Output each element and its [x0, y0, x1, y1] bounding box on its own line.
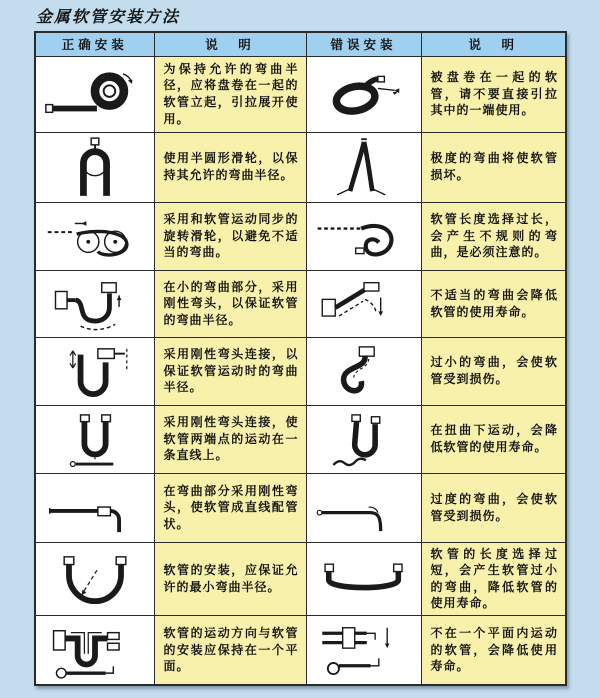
table-row [35, 270, 566, 337]
header-description-left: 说 明 [154, 32, 306, 56]
header-row [35, 32, 566, 56]
correct-image-cell [35, 405, 154, 473]
improper-bend-icon [313, 273, 415, 335]
wrong-description: 不适当的弯曲会降低软管的使用寿命。 [421, 270, 566, 337]
wrong-image-cell [306, 56, 421, 132]
same-plane-motion-icon [42, 618, 148, 682]
wrong-description: 过小的弯曲，会使软管受到损伤。 [421, 337, 566, 405]
table-row [35, 542, 566, 615]
correct-image-cell [35, 542, 154, 615]
too-small-bend-icon [313, 340, 415, 402]
irregular-loop-icon [313, 206, 415, 266]
straight-piping-elbow-icon [42, 477, 148, 539]
extreme-bend-hang-icon [313, 135, 415, 199]
header-description-right: 说 明 [421, 32, 566, 56]
wrong-description: 软管的长度选择过短，会产生软管过小的弯曲，降低软管的使用寿命。 [421, 542, 566, 615]
correct-image-cell [35, 56, 154, 132]
header-wrong-install: 错误安装 [306, 32, 421, 56]
table-row [35, 337, 566, 405]
standing-coil-hose-icon [42, 62, 148, 126]
wrong-description: 过度的弯曲，会使软管受到损伤。 [421, 473, 566, 542]
too-short-hose-icon [313, 548, 415, 610]
table-row [35, 56, 566, 132]
twisted-motion-icon [313, 408, 415, 470]
header-correct-install: 正确安装 [35, 32, 154, 56]
ends-in-straight-line-icon [42, 408, 148, 470]
wrong-image-cell [306, 132, 421, 202]
correct-description: 采用刚性弯头连接，使软管两端点的运动在一条直线上。 [154, 405, 306, 473]
table-row [35, 615, 566, 685]
correct-image-cell [35, 615, 154, 685]
correct-description: 软管的安装，应保证允许的最小弯曲半径。 [154, 542, 306, 615]
correct-description: 采用刚性弯头连接，以保证软管运动时的弯曲半径。 [154, 337, 306, 405]
wrong-image-cell [306, 202, 421, 270]
semicircular-pulley-icon [42, 135, 148, 199]
table-row [35, 473, 566, 542]
out-of-plane-motion-icon [313, 618, 415, 682]
correct-description: 为保持允许的弯曲半径，应将盘卷在一起的软管立起，引拉展开使用。 [154, 56, 306, 132]
wrong-description: 在扭曲下运动，会降低软管的使用寿命。 [421, 405, 566, 473]
correct-image-cell [35, 473, 154, 542]
wrong-image-cell [306, 270, 421, 337]
table-row [35, 202, 566, 270]
excessive-bend-icon [313, 477, 415, 539]
wrong-description: 不在一个平面内运动的软管，会降低使用寿命。 [421, 615, 566, 685]
correct-description: 使用半圆形滑轮，以保持其允许的弯曲半径。 [154, 132, 306, 202]
wrong-description: 软管长度选择过长，会产生不规则的弯曲，是必须注意的。 [421, 202, 566, 270]
correct-description: 采用和软管运动同步的旋转滑轮，以避免不适当的弯曲。 [154, 202, 306, 270]
correct-image-cell [35, 270, 154, 337]
rotating-pulleys-icon [42, 206, 148, 266]
rigid-elbow-connection-icon [42, 340, 148, 402]
wrong-image-cell [306, 473, 421, 542]
table-row [35, 132, 566, 202]
installation-methods-table [34, 31, 567, 686]
rigid-elbow-small-bend-icon [42, 273, 148, 335]
table-row [35, 405, 566, 473]
correct-image-cell [35, 202, 154, 270]
wrong-image-cell [306, 615, 421, 685]
wrong-description: 极度的弯曲将使软管损坏。 [421, 132, 566, 202]
correct-image-cell [35, 132, 154, 202]
wrong-image-cell [306, 542, 421, 615]
wrong-image-cell [306, 405, 421, 473]
wrong-image-cell [306, 337, 421, 405]
page-title: 金属软管安装方法 [36, 7, 181, 26]
correct-image-cell [35, 337, 154, 405]
flat-coil-pulled-icon [313, 62, 415, 126]
correct-description: 在小的弯曲部分，采用刚性弯头，以保证软管的弯曲半径。 [154, 270, 306, 337]
minimum-bend-radius-icon [42, 548, 148, 610]
wrong-description: 被盘卷在一起的软管，请不要直接引拉其中的一端使用。 [421, 56, 566, 132]
correct-description: 软管的运动方向与软管的安装应保持在一个平面。 [154, 615, 306, 685]
correct-description: 在弯曲部分采用刚性弯头，使软管成直线配管状。 [154, 473, 306, 542]
